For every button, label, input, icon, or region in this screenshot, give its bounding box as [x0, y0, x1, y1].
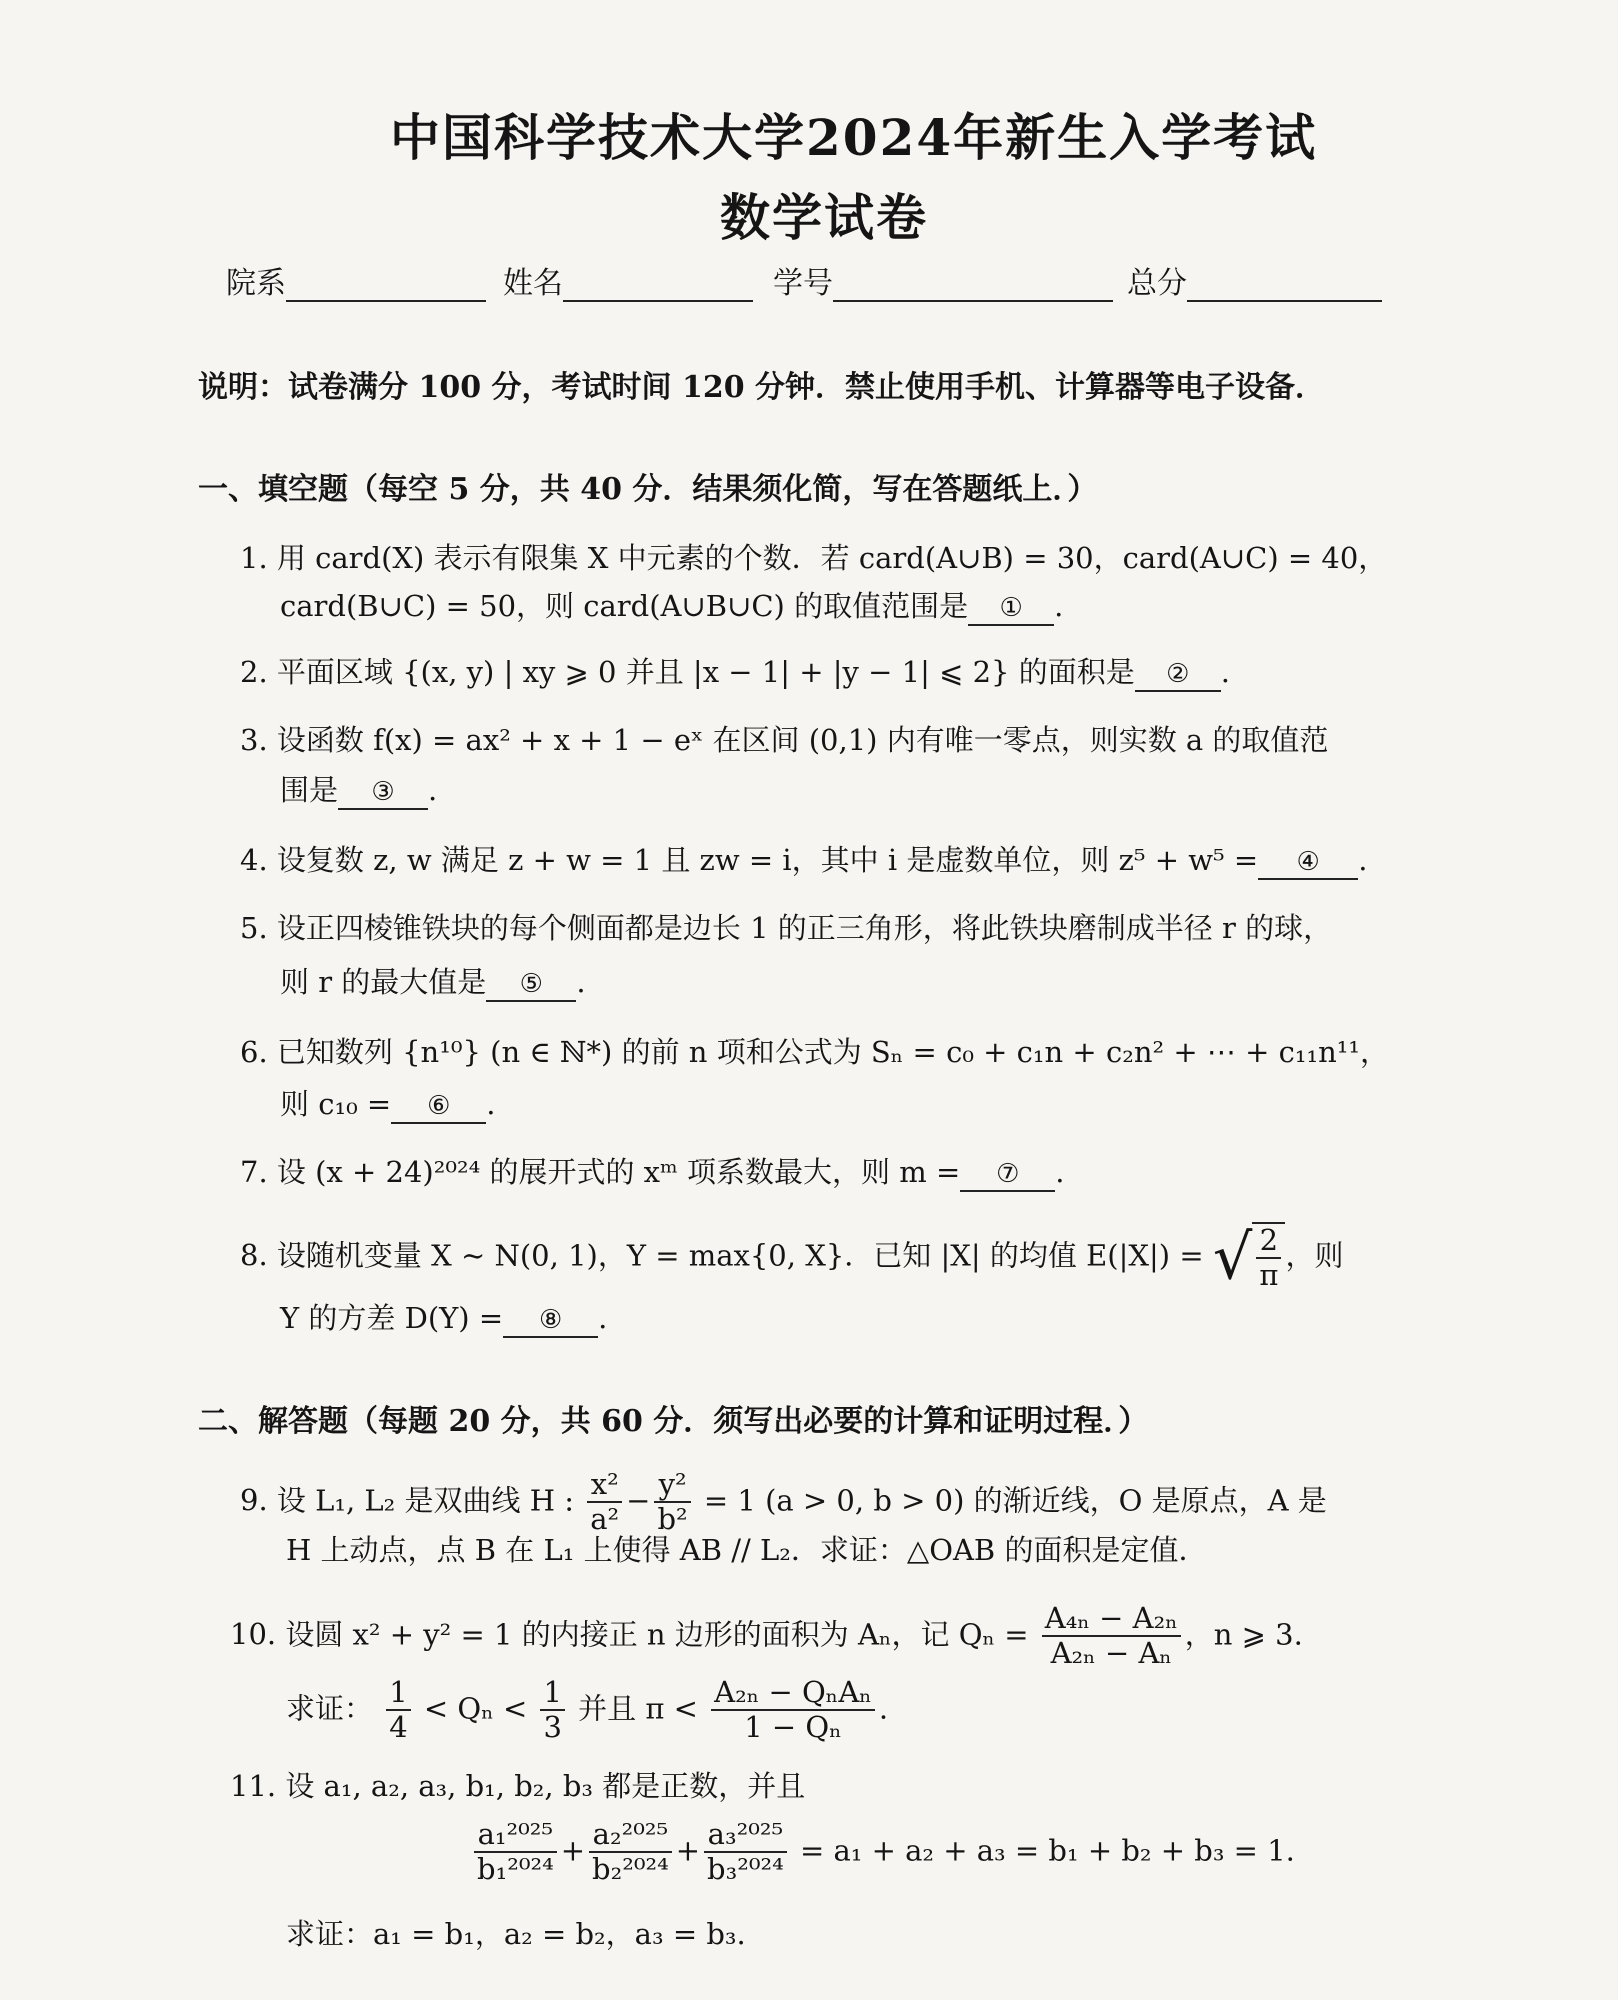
fraction	[711, 1676, 875, 1745]
period: .	[428, 773, 438, 807]
fraction	[704, 1818, 787, 1887]
question-text: 设复数 z, w 满足 z + w = 1 且 zw = i，其中 i 是虚数单位，则 z⁵ + w⁵ =	[276, 843, 1259, 877]
denominator: 3	[543, 1710, 562, 1745]
question-3-line2	[280, 768, 437, 812]
question-text: 设随机变量 X ∼ N(0, 1)，Y = max{0, X}．已知 |X| 的均值 E(|X|) =	[276, 1238, 1204, 1273]
question-text: 平面区域 {(x, y) | xy ⩾ 0 并且 |x − 1| + |y − 1| ⩽ 2} 的面积是	[276, 655, 1135, 689]
square-root	[1213, 1222, 1286, 1293]
question-number: 5.	[240, 911, 268, 945]
minus-sign: −	[626, 1483, 651, 1518]
question-11-line3	[286, 1912, 746, 1956]
equation-tail: = a₁ + a₂ + a₃ = b₁ + b₂ + b₃ = 1.	[799, 1833, 1295, 1868]
question-text: < Qₙ <	[423, 1691, 528, 1726]
section-fill-in-title: 一、填空题（每空 5 分，共 40 分．结果须化简，写在答题纸上．）	[198, 472, 1098, 507]
fraction	[474, 1818, 557, 1887]
question-text: 则 r 的最大值是	[280, 965, 487, 999]
question-text: H 上动点，点 B 在 L₁ 上使得 AB // L₂．求证：△OAB 的面积是定值．	[286, 1533, 1208, 1567]
answer-blank: ①	[968, 592, 1054, 626]
question-1-line2	[280, 584, 1063, 628]
denominator: 4	[389, 1710, 408, 1745]
question-text: 已知数列 {n¹⁰} (n ∈ ℕ*) 的前 n 项和公式为 Sₙ = c₀ + c₁n + c₂n² + ⋯ + c₁₁n¹¹，	[276, 1035, 1390, 1069]
numerator: a₂²⁰²⁵	[589, 1818, 672, 1853]
field-student-id	[773, 258, 1113, 302]
exam-title: 中国科学技术大学2024年新生入学考试	[390, 108, 1318, 167]
answer-blank: ⑤	[486, 968, 576, 1002]
period: .	[576, 965, 586, 999]
question-6-line2	[280, 1082, 495, 1126]
question-number: 2.	[240, 655, 268, 689]
question-5	[240, 906, 1332, 950]
question-11	[230, 1764, 805, 1808]
fraction	[587, 1468, 622, 1537]
student-id-blank	[833, 270, 1113, 302]
question-text: 用 card(X) 表示有限集 X 中元素的个数．若 card(A∪B) = 30，card(A∪C) = 40，	[276, 541, 1388, 575]
denominator: b₂²⁰²⁴	[592, 1852, 669, 1887]
fraction	[654, 1468, 690, 1537]
fraction	[1042, 1602, 1181, 1671]
period: .	[1358, 843, 1368, 877]
question-text: 设正四棱锥铁块的每个侧面都是边长 1 的正三角形，将此铁块磨制成半径 r 的球，	[276, 911, 1333, 945]
question-text: Y 的方差 D(Y) =	[280, 1301, 504, 1335]
question-text: 设 L₁, L₂ 是双曲线 H :	[276, 1483, 575, 1518]
field-name	[503, 258, 753, 302]
fraction	[540, 1676, 564, 1745]
question-number: 4.	[240, 843, 268, 877]
period: .	[598, 1301, 608, 1335]
question-number: 6.	[240, 1035, 268, 1069]
question-8-line2	[280, 1296, 607, 1340]
denominator: b₁²⁰²⁴	[477, 1852, 554, 1887]
denominator: b²	[657, 1502, 688, 1537]
question-2	[240, 650, 1230, 694]
numerator: a₃²⁰²⁵	[704, 1818, 787, 1853]
denominator: 1 − Qₙ	[744, 1710, 842, 1745]
numerator: 1	[540, 1676, 564, 1711]
radical-sign: √	[1212, 1220, 1253, 1294]
question-text: 设圆 x² + y² = 1 的内接正 n 边形的面积为 Aₙ，记 Qₙ =	[285, 1617, 1029, 1652]
fraction	[589, 1818, 672, 1887]
question-8	[240, 1222, 1343, 1293]
question-text: 求证：	[286, 1691, 374, 1726]
total-score-blank	[1187, 270, 1382, 302]
period: .	[1054, 589, 1064, 623]
department-blank	[286, 270, 486, 302]
question-9	[240, 1468, 1327, 1537]
question-number: 7.	[240, 1155, 268, 1189]
answer-blank: ⑦	[960, 1158, 1055, 1192]
field-label: 院系	[226, 266, 286, 301]
denominator: b₃²⁰²⁴	[707, 1852, 784, 1887]
question-number: 3.	[240, 723, 268, 757]
denominator: a²	[590, 1502, 620, 1537]
period: .	[486, 1087, 496, 1121]
question-text: 设 (x + 24)²⁰²⁴ 的展开式的 xᵐ 项系数最大，则 m =	[276, 1155, 961, 1189]
name-blank	[563, 270, 753, 302]
question-text: card(B∪C) = 50，则 card(A∪B∪C) 的取值范围是	[280, 589, 969, 623]
numerator: A₂ₙ − QₙAₙ	[711, 1676, 875, 1711]
question-4	[240, 838, 1367, 882]
question-9-line2	[286, 1528, 1207, 1572]
question-text: = 1 (a > 0, b > 0) 的渐近线，O 是原点，A 是	[703, 1483, 1327, 1518]
exam-subtitle: 数学试卷	[720, 188, 928, 247]
plus-sign: +	[560, 1833, 586, 1868]
field-department	[226, 258, 486, 302]
fraction	[1256, 1224, 1281, 1293]
question-text: 设 a₁, a₂, a₃, b₁, b₂, b₃ 都是正数，并且	[285, 1769, 806, 1803]
question-3	[240, 718, 1328, 762]
answer-blank: ②	[1135, 658, 1221, 692]
question-text: 并且 π <	[578, 1691, 698, 1726]
radicand	[1252, 1222, 1285, 1293]
period: .	[1055, 1155, 1065, 1189]
fraction	[386, 1676, 410, 1745]
answer-blank: ③	[338, 776, 428, 810]
field-total-score	[1127, 258, 1382, 302]
numerator: 1	[386, 1676, 410, 1711]
question-7	[240, 1150, 1064, 1194]
question-1	[240, 536, 1387, 580]
plus-sign: +	[675, 1833, 701, 1868]
question-text: 围是	[280, 773, 339, 807]
numerator: 2	[1256, 1224, 1281, 1259]
question-6	[240, 1030, 1389, 1074]
question-text: 则 c₁₀ =	[280, 1087, 392, 1121]
question-number: 10.	[230, 1617, 277, 1652]
period: .	[878, 1691, 889, 1726]
question-text: 设函数 f(x) = ax² + x + 1 − eˣ 在区间 (0,1) 内有唯一零点，则实数 a 的取值范	[276, 723, 1329, 757]
question-number: 8.	[240, 1238, 268, 1273]
question-number: 9.	[240, 1483, 268, 1518]
section-solution-title: 二、解答题（每题 20 分，共 60 分．须写出必要的计算和证明过程．）	[198, 1404, 1149, 1439]
field-label: 姓名	[503, 266, 563, 301]
numerator: y²	[654, 1468, 690, 1503]
field-label: 学号	[773, 266, 833, 301]
question-number: 11.	[230, 1769, 277, 1803]
numerator: x²	[587, 1468, 622, 1503]
question-11-equation	[470, 1818, 1295, 1887]
question-10	[230, 1602, 1303, 1671]
question-text: 求证：a₁ = b₁，a₂ = b₂，a₃ = b₃.	[286, 1917, 746, 1951]
question-text: ，则	[1285, 1238, 1344, 1273]
answer-blank: ⑥	[391, 1090, 486, 1124]
question-text: ，n ⩾ 3.	[1184, 1617, 1303, 1652]
numerator: a₁²⁰²⁵	[474, 1818, 557, 1853]
denominator: π	[1259, 1258, 1279, 1293]
question-10-line2	[286, 1676, 888, 1745]
field-label: 总分	[1127, 266, 1187, 301]
question-number: 1.	[240, 541, 268, 575]
question-5-line2	[280, 960, 586, 1004]
period: .	[1220, 655, 1230, 689]
numerator: A₄ₙ − A₂ₙ	[1042, 1602, 1181, 1637]
answer-blank: ④	[1258, 846, 1358, 880]
exam-instructions: 说明：试卷满分 100 分，考试时间 120 分钟．禁止使用手机、计算器等电子设备．	[198, 370, 1326, 405]
denominator: A₂ₙ − Aₙ	[1050, 1636, 1172, 1671]
answer-blank: ⑧	[503, 1304, 598, 1338]
